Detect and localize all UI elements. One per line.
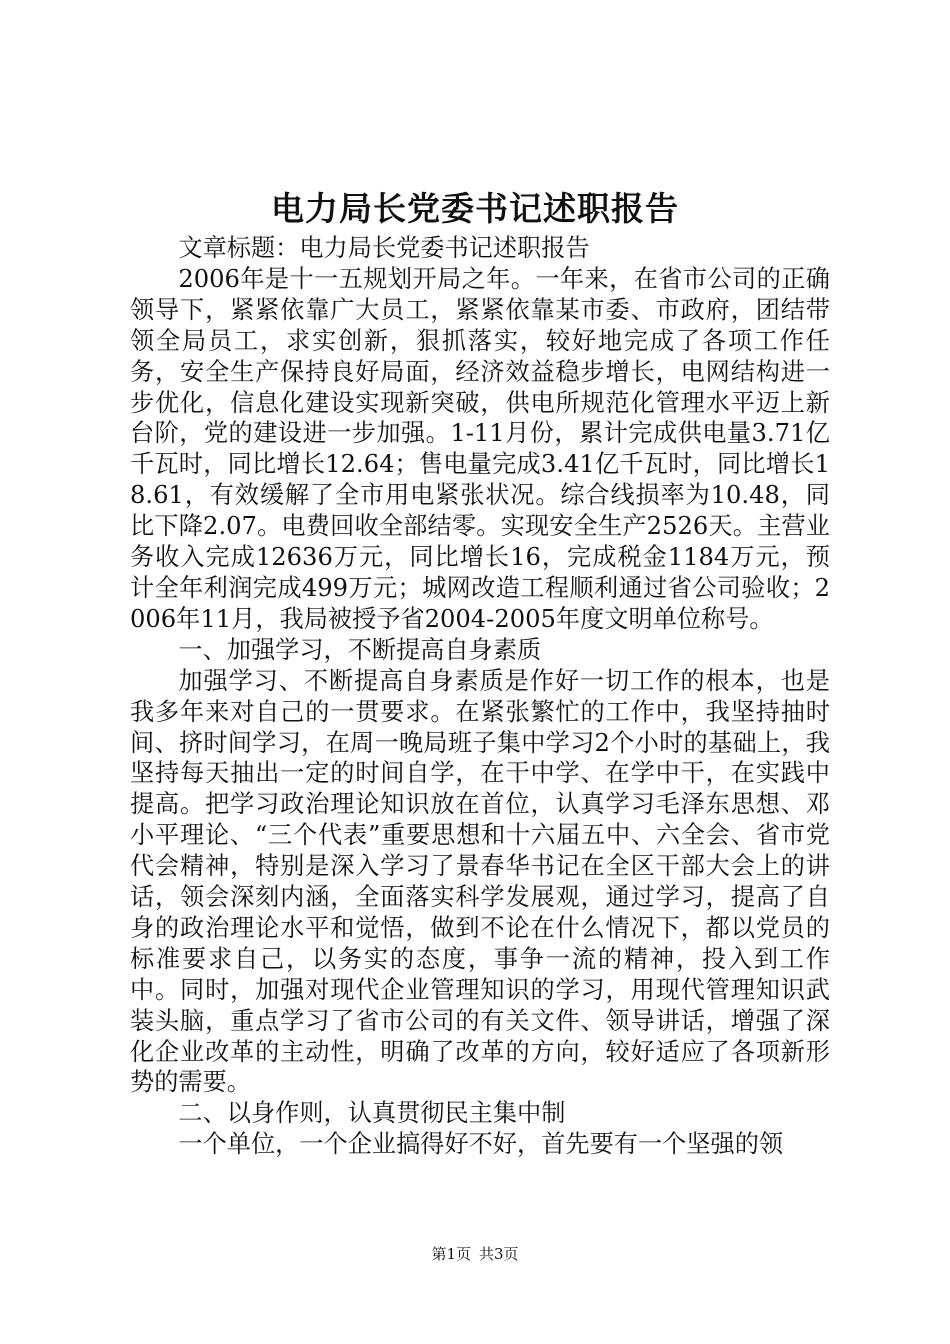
document-body bbox=[130, 233, 830, 1160]
page-footer bbox=[0, 1243, 950, 1265]
article-title-line: 文章标题：电力局长党委书记述职报告 bbox=[178, 234, 590, 262]
section-heading-2: 二、以身作则，认真贯彻民主集中制 bbox=[178, 1099, 566, 1128]
section-1-paragraph: 加强学习、不断提高自身素质是作好一切工作的根本，也是我多年来对自己的一贯要求。在紧张繁忙的工作中，我坚持抽时间、挤时间学习，在周一晚局班子集中学习2个小时的基础上，我坚持每天抽出一定的时间自学，在干中学、在学中干，在实践中提高。把学习政治理论知识放在首位，认真学习毛泽东思想、邓小平理论、“三个代表”重要思想和十六届五中、六全会、省市党代会精神，特别是深入学习了景春华书记在全区干部大会上的讲话，领会深刻内涵，全面落实科学发展观，通过学习，提高了自身的政治理论水平和觉悟，做到不论在什么情况下，都以党员的标准要求自己，以务实的态度，事争一流的精神，投入到工作中。同时，加强对现代企业管理知识的学习，用现代管理知识武装头脑，重点学习了省市公司的有关文件、领导讲话，增强了深化企业改革的主动性，明确了改革的方向，较好适应了各项新形势的需要。 bbox=[130, 666, 830, 1097]
section-heading-1: 一、加强学习，不断提高自身素质 bbox=[178, 635, 542, 664]
document-title: 电力局长党委书记述职报告 bbox=[271, 189, 679, 228]
page-number: 第1页 bbox=[431, 1245, 471, 1263]
page-total: 共3页 bbox=[479, 1245, 519, 1263]
intro-paragraph: 2006年是十一五规划开局之年。一年来，在省市公司的正确领导下，紧紧依靠广大员工，紧紧依靠某市委、市政府，团结带领全局员工，求实创新，狠抓落实，较好地完成了各项工作任务，安全生产保持良好局面，经济效益稳步增长，电网结构进一步优化，信息化建设实现新突破，供电所规范化管理水平迈上新台阶，党的建设进一步加强。1-11月份，累计完成供电量3.71亿千瓦时，同比增长12.64；售电量完成3.41亿千瓦时，同比增长18.61，有效缓解了全市用电紧张状况。综合线损率为10.48，同比下降2.07。电费回收全部结零。实现安全生产2526天。主营业务收入完成12636万元，同比增长16，完成税金1184万元，预计全年利润完成499万元；城网改造工程顺利通过省公司验收；2006年11月，我局被授予省2004-2005年度文明单位称号。 bbox=[130, 264, 830, 633]
section-2-paragraph: 一个单位，一个企业搞得好不好，首先要有一个坚强的领 bbox=[178, 1130, 784, 1159]
